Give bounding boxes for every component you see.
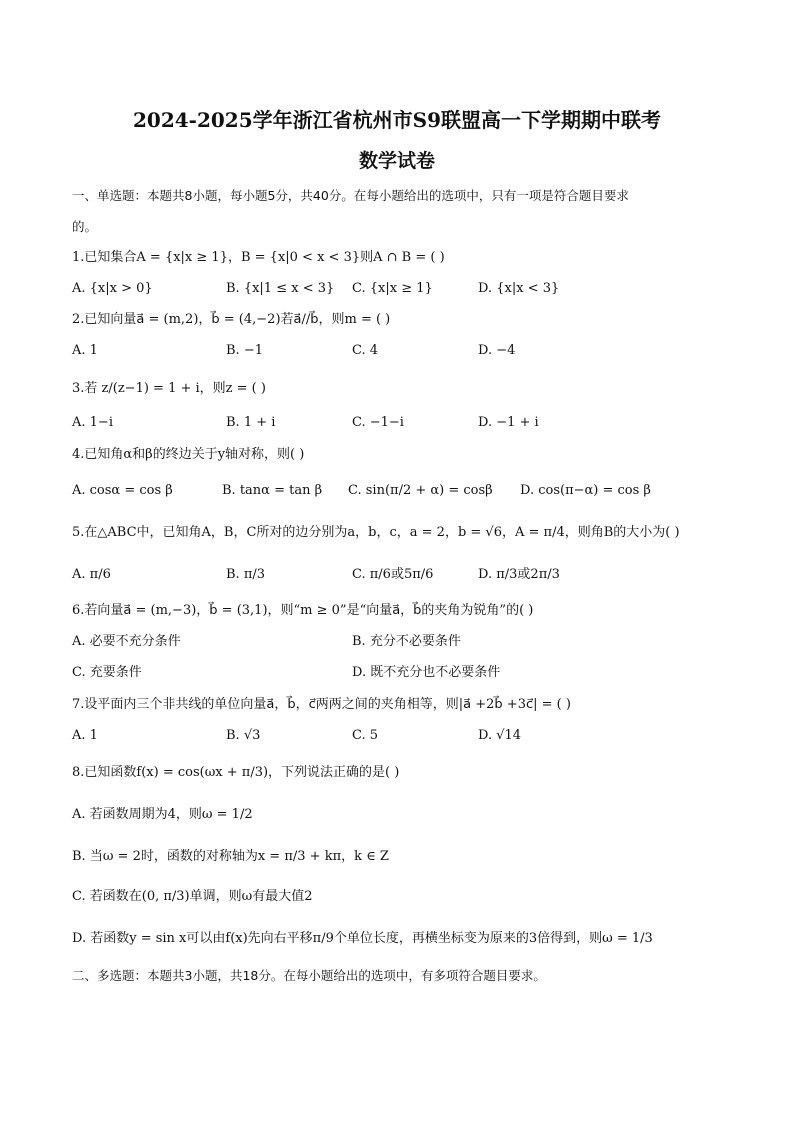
question-1-stem: 1.已知集合A = {x|x ≥ 1}，B = {x|0 < x < 3}则A ∩ B = ( ) xyxy=(72,250,445,265)
question-3-option-b: B. 1 + i xyxy=(226,415,276,430)
question-6-option-b: B. 充分不必要条件 xyxy=(352,634,461,649)
question-2-option-d: D. −4 xyxy=(478,343,516,358)
question-6-option-a: A. 必要不充分条件 xyxy=(72,634,181,649)
question-8-stem: 8.已知函数f(x) = cos(ωx + π/3)，下列说法正确的是( ) xyxy=(72,765,400,780)
question-5-option-a: A. π/6 xyxy=(72,567,111,582)
question-2-stem: 2.已知向量a⃗ = (m,2)，b⃗ = (4,−2)若a⃗//b⃗，则m = ( ) xyxy=(72,312,391,327)
question-1-option-c: C. {x|x ≥ 1} xyxy=(352,281,433,296)
question-2-option-b: B. −1 xyxy=(226,343,263,358)
question-6-option-c: C. 充要条件 xyxy=(72,665,142,680)
question-4-stem: 4.已知角α和β的终边关于y轴对称，则( ) xyxy=(72,447,305,462)
exam-subtitle: 数学试卷 xyxy=(358,150,435,172)
question-8-option-d: D. 若函数y = sin x可以由f(x)先向右平移π/9个单位长度，再横坐标变为原来的3倍得到，则ω = 1/3 xyxy=(72,931,653,946)
question-2-option-a: A. 1 xyxy=(72,343,98,358)
question-1-option-a: A. {x|x > 0} xyxy=(72,281,153,296)
question-8-option-c: C. 若函数在(0, π/3)单调，则ω有最大值2 xyxy=(72,889,313,904)
question-5-option-b: B. π/3 xyxy=(226,567,266,582)
question-7-option-b: B. √3 xyxy=(226,728,261,743)
question-6-option-d: D. 既不充分也不必要条件 xyxy=(352,665,501,680)
question-1-option-b: B. {x|1 ≤ x < 3} xyxy=(226,281,335,296)
section-1-heading: 一、单选题：本题共8小题，每小题5分，共40分。在每小题给出的选项中，只有一项是符合题目要求 xyxy=(72,188,629,203)
question-2-option-c: C. 4 xyxy=(352,343,379,358)
question-7-stem: 7.设平面内三个非共线的单位向量a⃗，b⃗，c⃗两两之间的夹角相等，则|a⃗ +2b⃗ +3c⃗| = ( ) xyxy=(72,697,571,712)
question-3-option-d: D. −1 + i xyxy=(478,415,539,430)
question-7-option-c: C. 5 xyxy=(352,728,379,743)
question-4-option-b: B. tanα = tan β xyxy=(222,483,323,498)
question-7-option-a: A. 1 xyxy=(72,728,98,743)
question-8-option-b: B. 当ω = 2时，函数的对称轴为x = π/3 + kπ，k ∈ Z xyxy=(72,849,389,864)
question-8-option-a: A. 若函数周期为4，则ω = 1/2 xyxy=(72,807,253,822)
question-5-stem: 5.在△ABC中，已知角A，B，C所对的边分别为a，b，c，a = 2，b = √6，A = π/4，则角B的大小为( ) xyxy=(72,525,680,540)
question-4-option-a: A. cosα = cos β xyxy=(72,483,173,498)
section-2-heading: 二、多选题：本题共3小题，共18分。在每小题给出的选项中，有多项符合题目要求。 xyxy=(72,968,546,983)
question-5-option-d: D. π/3或2π/3 xyxy=(478,567,560,582)
question-3-option-a: A. 1−i xyxy=(72,415,113,430)
question-3-option-c: C. −1−i xyxy=(352,415,404,430)
exam-title: 2024-2025学年浙江省杭州市S9联盟高一下学期期中联考 xyxy=(133,108,661,132)
question-4-option-c: C. sin(π/2 + α) = cosβ xyxy=(348,483,493,498)
question-4-option-d: D. cos(π−α) = cos β xyxy=(520,483,651,498)
question-1-option-d: D. {x|x < 3} xyxy=(478,281,560,296)
question-3-stem: 3.若 z/(z−1) = 1 + i，则z = ( ) xyxy=(72,381,266,396)
section-1-heading-cont: 的。 xyxy=(72,219,98,234)
question-6-stem: 6.若向量a⃗ = (m,−3)，b⃗ = (3,1)，则“m ≥ 0”是“向量a⃗，b⃗的夹角为锐角”的( ) xyxy=(72,603,534,618)
question-5-option-c: C. π/6或5π/6 xyxy=(352,567,434,582)
question-7-option-d: D. √14 xyxy=(478,728,522,743)
